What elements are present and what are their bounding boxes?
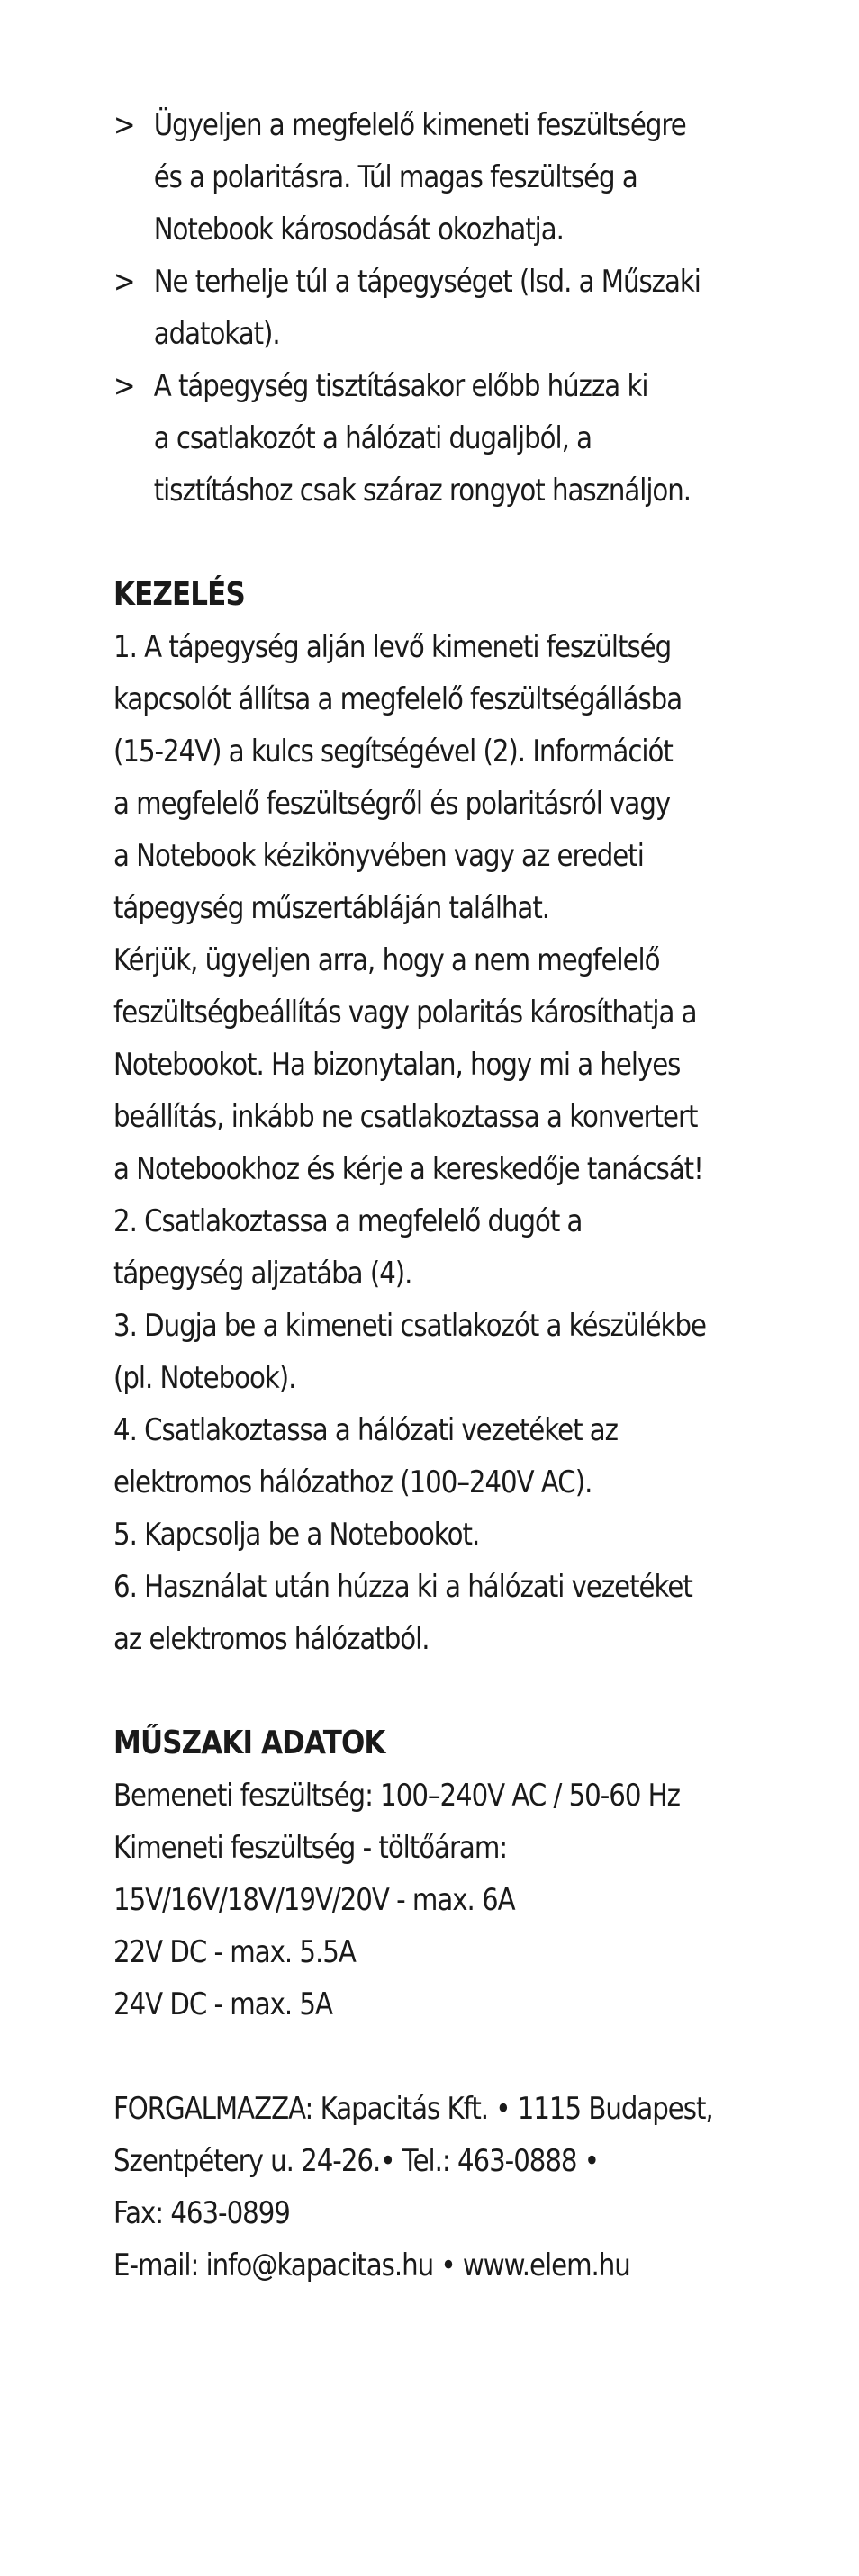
section-heading-muszaki: MŰSZAKI ADATOK <box>113 1725 385 1761</box>
text-line: elektromos hálózathoz (100–240V AC). <box>113 1464 592 1500</box>
text-line: Kérjük, ügyeljen arra, hogy a nem megfelelő <box>113 942 660 978</box>
text-line: A tápegység tisztításakor előbb húzza ki <box>153 368 648 404</box>
distributor-text <box>113 2083 760 2292</box>
text-line: (15-24V) a kulcs segítségével (2). Információt <box>113 734 673 770</box>
text-line: 15V/16V/18V/19V/20V - max. 6A <box>113 1882 515 1918</box>
text-line: Notebook károsodását okozhatja. <box>153 212 564 248</box>
operation-section <box>113 569 762 1665</box>
text-line: a Notebookhoz és kérje a kereskedője tanácsát! <box>113 1151 703 1187</box>
text-line: FORGALMAZZA: Kapacitás Kft. • 1115 Budapest, <box>113 2091 713 2127</box>
specifications-section <box>113 1717 762 2031</box>
text-line: 5. Kapcsolja be a Notebookot. <box>113 1517 480 1553</box>
text-line: a Notebook kézikönyvében vagy az eredeti <box>113 838 644 874</box>
list-item <box>113 360 760 517</box>
text-line: Szentpétery u. 24-26.• Tel.: 463-0888 • <box>113 2143 599 2179</box>
text-line: Bemeneti feszültség: 100–240V AC / 50-60 Hz <box>113 1778 680 1814</box>
text-line: 2. Csatlakoztassa a megfelelő dugót a <box>113 1203 583 1239</box>
distributor-section <box>113 2083 762 2292</box>
safety-notes <box>113 99 762 517</box>
bullet-text <box>154 360 761 517</box>
text-line: Kimeneti feszültség - töltőáram: <box>113 1830 508 1866</box>
text-line: Notebookot. Ha bizonytalan, hogy mi a helyes <box>113 1047 681 1083</box>
text-line: tápegység aljzatába (4). <box>113 1256 412 1292</box>
specifications-text <box>113 1770 760 2031</box>
text-line: kapcsolót állítsa a megfelelő feszültségállásba <box>113 681 683 717</box>
list-item <box>113 256 760 360</box>
text-line: adatokat). <box>153 316 280 352</box>
text-line: a csatlakozót a hálózati dugaljból, a <box>153 420 592 456</box>
text-line: (pl. Notebook). <box>113 1360 296 1396</box>
text-line: 6. Használat után húzza ki a hálózati vezetéket <box>113 1569 692 1605</box>
text-line: beállítás, inkább ne csatlakoztassa a konvertert <box>113 1099 698 1135</box>
text-line: 3. Dugja be a kimeneti csatlakozót a készülékbe <box>113 1308 706 1344</box>
text-line: 24V DC - max. 5A <box>113 1986 332 2022</box>
list-item <box>113 99 760 256</box>
text-line: tisztításhoz csak száraz rongyot használjon. <box>153 473 692 509</box>
text-line: Ne terhelje túl a tápegységet (lsd. a Műszaki <box>153 264 701 300</box>
text-line: tápegység műszertábláján találhat. <box>113 890 550 926</box>
text-line: 1. A tápegység alján levő kimeneti feszültség <box>113 629 672 665</box>
text-line: Fax: 463-0899 <box>113 2195 290 2231</box>
text-line: E-mail: info@kapacitas.hu • www.elem.hu <box>113 2247 630 2283</box>
text-line: 22V DC - max. 5.5A <box>113 1934 356 1970</box>
text-line: 4. Csatlakoztassa a hálózati vezetéket az <box>113 1412 618 1448</box>
bullet-text <box>154 256 761 360</box>
text-line: Ügyeljen a megfelelő kimeneti feszültségre <box>153 107 686 143</box>
section-heading-kezeles: KEZELÉS <box>113 576 245 613</box>
text-line: feszültségbeállítás vagy polaritás károsíthatja a <box>113 995 697 1031</box>
text-line: a megfelelő feszültségről és polaritásról vagy <box>113 786 671 822</box>
bullet-marker: > <box>113 264 135 300</box>
bullet-text <box>154 99 761 256</box>
text-line: az elektromos hálózatból. <box>113 1621 430 1657</box>
bullet-marker: > <box>113 368 135 404</box>
safety-bullet-list <box>113 99 760 517</box>
document-page <box>113 99 762 2292</box>
operation-text <box>113 621 760 1665</box>
bullet-marker: > <box>113 107 135 143</box>
text-line: és a polaritásra. Túl magas feszültség a <box>153 159 637 195</box>
